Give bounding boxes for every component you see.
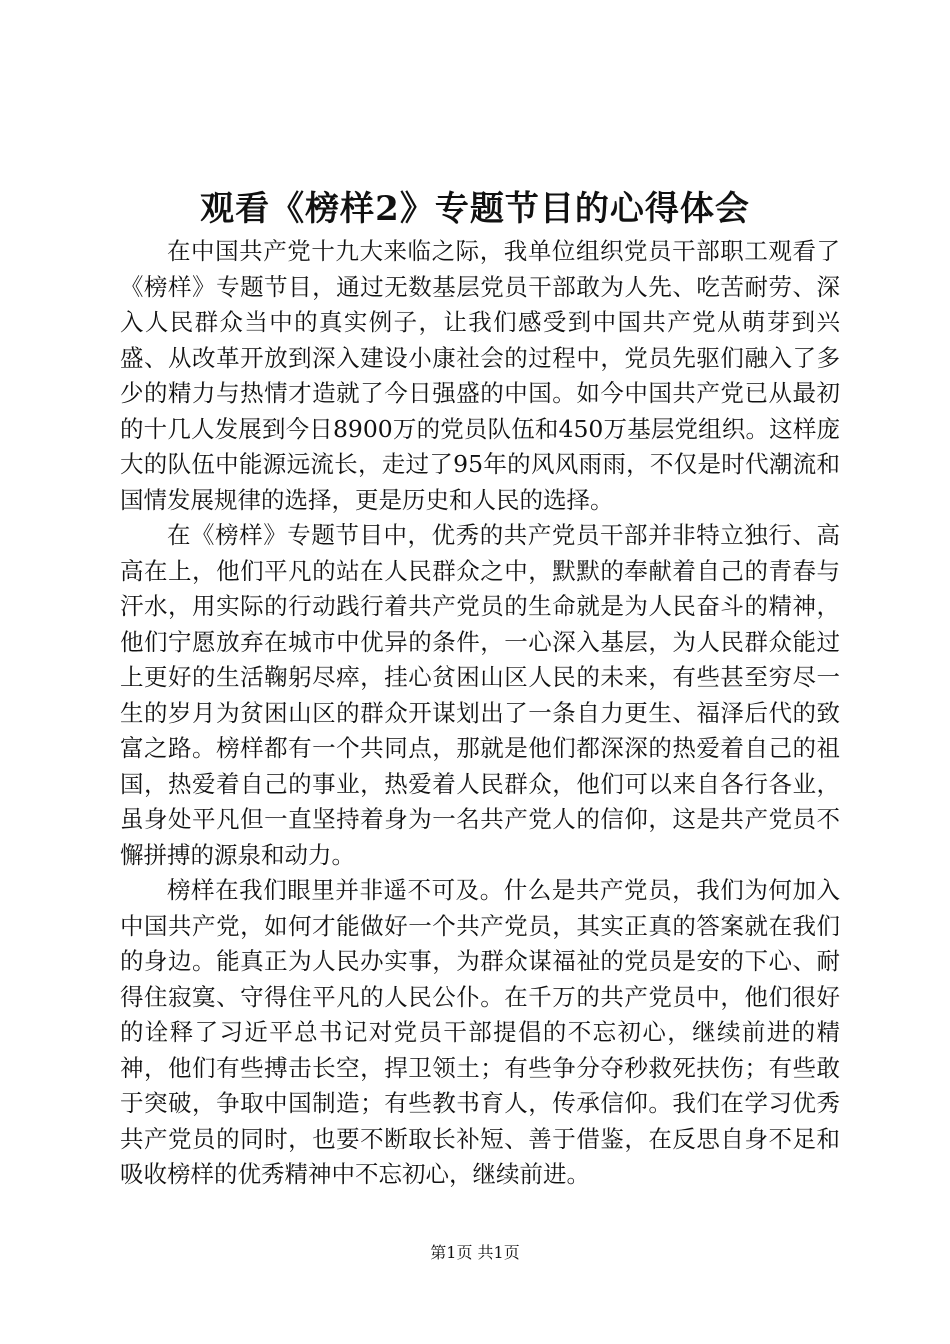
document-title: 观看《榜样2》专题节目的心得体会 bbox=[200, 189, 750, 229]
paragraph-1: 在中国共产党十九大来临之际，我单位组织党员干部职工观看了《榜样》专题节目，通过无数基层党员干部敢为人先、吃苦耐劳、深入人民群众当中的真实例子，让我们感受到中国共产党从萌芽到兴盛、从改革开放到深入建设小康社会的过程中，党员先驱们融入了多少的精力与热情才造就了今日强盛的中国。如今中国共产党已从最初的十几人发展到今日8900万的党员队伍和450万基层党组织。这样庞大的队伍中能源远流长，走过了95年的风风雨雨，不仅是时代潮流和国情发展规律的选择，更是历史和人民的选择。 bbox=[120, 237, 840, 514]
paragraph-2: 在《榜样》专题节目中，优秀的共产党员干部并非特立独行、高高在上，他们平凡的站在人民群众之中，默默的奉献着自己的青春与汗水，用实际的行动践行着共产党员的生命就是为人民奋斗的精神，他们宁愿放弃在城市中优异的条件，一心深入基层，为人民群众能过上更好的生活鞠躬尽瘁，挂心贫困山区人民的未来，有些甚至穷尽一生的岁月为贫困山区的群众开谋划出了一条自力更生、福泽后代的致富之路。榜样都有一个共同点，那就是他们都深深的热爱着自己的祖国，热爱着自己的事业，热爱着人民群众，他们可以来自各行各业，虽身处平凡但一直坚持着身为一名共产党人的信仰，这是共产党员不懈拼搏的源泉和动力。 bbox=[120, 521, 840, 869]
document-body bbox=[120, 234, 840, 1193]
paragraph-3: 榜样在我们眼里并非遥不可及。什么是共产党员，我们为何加入中国共产党，如何才能做好一个共产党员，其实正真的答案就在我们的身边。能真正为人民办实事，为群众谋福祉的党员是安的下心、耐得住寂寞、守得住平凡的人民公仆。在千万的共产党员中，他们很好的诠释了习近平总书记对党员干部提倡的不忘初心，继续前进的精神，他们有些搏击长空，捍卫领土；有些争分夺秒救死扶伤；有些敢于突破，争取中国制造；有些教书育人，传承信仰。我们在学习优秀共产党员的同时，也要不断取长补短、善于借鉴，在反思自身不足和吸收榜样的优秀精神中不忘初心，继续前进。 bbox=[120, 876, 840, 1188]
page-number-footer: 第1页 共1页 bbox=[430, 1243, 520, 1262]
